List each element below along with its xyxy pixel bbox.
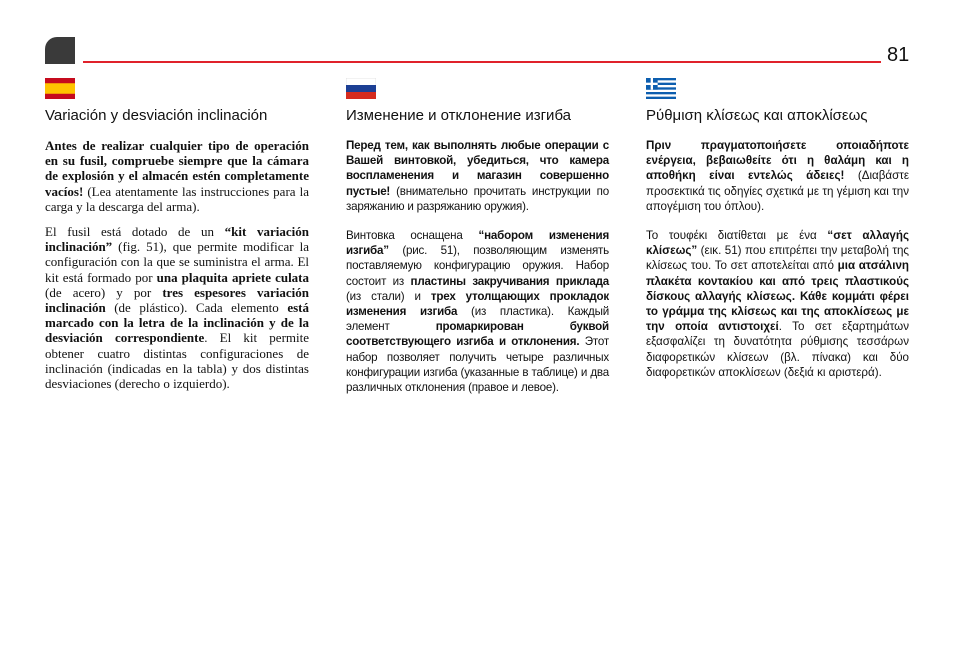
- text-run: El fusil está dotado de un: [45, 224, 225, 240]
- text-run: (из стали) и: [346, 289, 431, 303]
- brand-logo: [45, 37, 75, 64]
- text-run: (εικ. 51) που επιτρέπει την μεταβολή της κλίσεως του. Το σετ αποτελείται από: [646, 244, 909, 273]
- text-run: . El kit permite obtener cuatro distintas configuraciones de inclinación (indicadas en la tabla) y dos distintas desviaciones (derecho o izquierdo).: [45, 330, 310, 392]
- bold-run: “набором изменения изгиба”: [346, 229, 610, 258]
- text-run: (fig. 51), que permite modificar la configuración con la que se suministra el arma. El kit está formado por: [45, 239, 309, 285]
- text-run: Винтовка оснащена: [346, 229, 479, 243]
- russia-flag-icon: [346, 78, 376, 99]
- body-paragraph: [346, 228, 609, 395]
- text-run: (de acero) y por: [45, 284, 163, 300]
- bold-run: пластины закручивания приклада: [410, 274, 610, 288]
- bold-run: μια ατσάλινη πλακέτα κοντακίου και από τρεις πλαστικούς δίσκους αλλαγής κλίσεως. Κάθε κομμάτι φέρει το γράμμα της κλίσεως και της αποκλίσεως με την οποία αντιστοιχεί: [646, 259, 909, 334]
- spain-flag-icon: [45, 78, 75, 99]
- bold-run: Перед тем, как выполнять любые операции с Вашей винтовкой, убедиться, что камера воспламенения и магазин совершенно пустые!: [346, 139, 609, 198]
- column-spanish: [45, 78, 309, 391]
- bold-run: una plaquita apriete culata: [156, 269, 310, 285]
- bold-run: трех утолщающих прокладок изменения изгиба: [346, 289, 610, 319]
- text-run: Этот набор позволяет получить четыре различных конфигурации изгиба (указанные в таблице) и два различных отклонения (правое и левое).: [346, 335, 609, 395]
- text-run: (Διαβάστε προσεκτικά τις οδηγίες σχετικά με τη γέμιση και την απογέμιση του όπλου).: [646, 169, 910, 213]
- section-title: Изменение и отклонение изгиба: [346, 107, 572, 124]
- column-greek: [646, 78, 909, 394]
- warning-paragraph: [646, 138, 909, 214]
- text-run: (внимательно прочитать инструкции по заряжанию и разряжанию оружия).: [346, 184, 609, 213]
- page-number: 81: [887, 44, 910, 66]
- warning-paragraph: [45, 138, 309, 214]
- warning-paragraph: [346, 138, 609, 214]
- text-run: (рис. 51), позволяющим изменять поставляемую конфигурацию оружия. Набор состоит из: [346, 244, 609, 288]
- section-title: Ρύθμιση κλίσεως και αποκλίσεως: [646, 107, 868, 124]
- text-run: Το τουφέκι διατίθεται με ένα: [646, 229, 828, 243]
- body-paragraph: [45, 224, 309, 391]
- bold-run: “kit variación inclinación”: [45, 224, 309, 255]
- bold-run: промаркирован буквой соответствующего изгиба и отклонения.: [346, 320, 609, 349]
- header-rule: [83, 61, 881, 63]
- text-run: (Lea atentamente las instrucciones para la carga y la descarga del arma).: [45, 183, 309, 214]
- bold-run: tres espesores variación inclinación: [45, 284, 309, 316]
- bold-run: “σετ αλλαγής κλίσεως”: [646, 229, 909, 258]
- bold-run: Antes de realizar cualquier tipo de operación en su fusil, compruebe siempre que la cámara de explosión y el almacén estén completamente vacíos!: [45, 138, 309, 199]
- column-russian: [346, 78, 609, 409]
- bold-run: Πριν πραγματοποιήσετε οποιαδήποτε ενέργεια, βεβαιωθείτε ότι η θαλάμη και η αποθήκη είναι εντελώς άδειες!: [646, 139, 909, 183]
- bold-run: está marcado con la letra de la inclinación y de la desviación correspondiente: [45, 300, 309, 346]
- text-run: (из пластика). Каждый элемент: [346, 305, 609, 334]
- text-run: . Το σετ εξαρτημάτων εξασφαλίζει τη δυνατότητα ρύθμισης τεσσάρων διαφορετικών κλίσεων (βλ. πίνακα) και δύο διαφορετικών αποκλίσεων (δεξιά κι αριστερά).: [646, 320, 909, 379]
- text-run: (de plástico). Cada elemento: [105, 300, 288, 316]
- section-title: Variación y desviación inclinación: [45, 107, 268, 124]
- body-paragraph: [646, 228, 909, 380]
- greece-flag-icon: [646, 78, 676, 99]
